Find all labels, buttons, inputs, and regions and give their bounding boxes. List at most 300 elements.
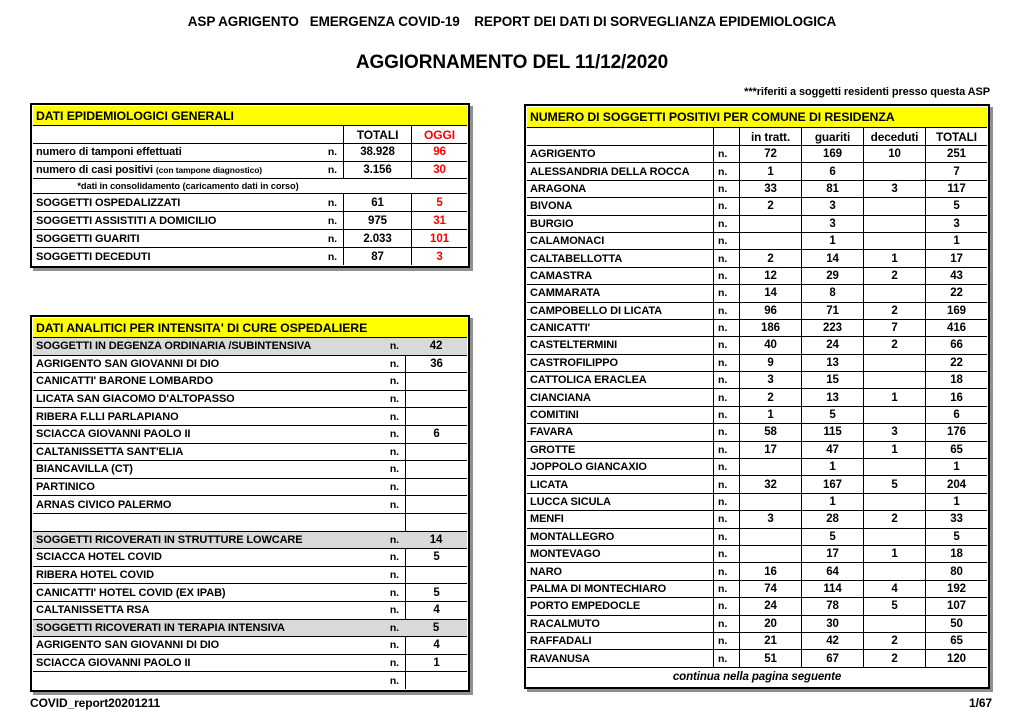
- comune-in-tratt-value: [739, 216, 801, 232]
- comune-totali-value: 18: [925, 372, 987, 388]
- comune-row: [527, 580, 987, 597]
- comune-guariti-value: 14: [801, 250, 863, 266]
- comune-row: [527, 197, 987, 214]
- row-label: RIBERA F.LLI PARLAPIANO: [36, 410, 179, 423]
- hospital-table-row: [33, 355, 467, 373]
- comune-name: COMITINI: [530, 409, 579, 422]
- general-table-row: [33, 193, 467, 211]
- row-n-abbrev: n.: [713, 616, 739, 632]
- comune-in-tratt-value: 58: [739, 424, 801, 440]
- row-n-abbrev: n.: [713, 459, 739, 475]
- column-header-deceduti: deceduti: [863, 128, 925, 145]
- row-totali-value: 87: [343, 248, 411, 265]
- row-n-abbrev: n.: [713, 389, 739, 405]
- comune-guariti-value: 115: [801, 424, 863, 440]
- comune-name: CALAMONACI: [530, 235, 605, 248]
- comune-in-tratt-value: 3: [739, 372, 801, 388]
- comune-deceduti-value: 2: [863, 511, 925, 527]
- row-n-abbrev: n.: [713, 146, 739, 162]
- row-label-cell: [33, 461, 405, 478]
- comune-name: ALESSANDRIA DELLA ROCCA: [530, 165, 690, 178]
- row-value: 36: [405, 356, 467, 373]
- comune-row: [527, 632, 987, 649]
- comune-in-tratt-value: 24: [739, 598, 801, 614]
- row-n-abbrev: n.: [389, 463, 399, 476]
- comune-name: CALTABELLOTTA: [530, 252, 623, 265]
- comune-guariti-value: 71: [801, 303, 863, 319]
- comune-row: [527, 302, 987, 319]
- row-value: 1: [405, 655, 467, 672]
- comune-row: [527, 562, 987, 579]
- row-value: 4: [405, 637, 467, 654]
- row-label-cell: [33, 356, 405, 373]
- row-label-cell: [33, 637, 405, 654]
- row-n-abbrev: n.: [389, 375, 399, 388]
- comune-deceduti-value: 10: [863, 146, 925, 162]
- comune-row: [527, 458, 987, 475]
- row-n-abbrev: n.: [713, 355, 739, 371]
- row-label: SOGGETTI GUARITI: [36, 232, 140, 245]
- comune-guariti-value: 67: [801, 650, 863, 666]
- row-label: RIBERA HOTEL COVID: [36, 569, 154, 582]
- comune-guariti-value: 1: [801, 233, 863, 249]
- comune-deceduti-value: 1: [863, 389, 925, 405]
- hospital-table-row: [33, 566, 467, 584]
- row-n-abbrev: n.: [389, 604, 399, 617]
- comune-deceduti-value: [863, 459, 925, 475]
- comune-name: CATTOLICA ERACLEA: [530, 374, 647, 387]
- row-n-abbrev: n.: [713, 285, 739, 301]
- row-oggi-value: 31: [411, 212, 467, 229]
- row-n-abbrev: n.: [389, 393, 399, 406]
- comune-in-tratt-value: 1: [739, 407, 801, 423]
- row-totali-value: 38.928: [343, 144, 411, 161]
- row-n-abbrev: n.: [389, 551, 399, 564]
- consolidation-note: *dati in consolidamento (caricamento dati in corso): [33, 178, 467, 193]
- row-n-abbrev: n.: [713, 424, 739, 440]
- row-n-abbrev: n.: [327, 214, 337, 227]
- comune-guariti-value: 24: [801, 337, 863, 353]
- comune-in-tratt-value: 2: [739, 389, 801, 405]
- row-label: ARNAS CIVICO PALERMO: [36, 498, 172, 511]
- comune-totali-value: 5: [925, 198, 987, 214]
- row-label: SCIACCA GIOVANNI PAOLO II: [36, 656, 191, 669]
- comune-in-tratt-value: 12: [739, 268, 801, 284]
- comune-deceduti-value: 1: [863, 250, 925, 266]
- comune-deceduti-value: 4: [863, 581, 925, 597]
- general-table-body-top: [33, 143, 467, 178]
- hospital-care-table: [30, 315, 470, 692]
- hospital-table-row: [33, 601, 467, 619]
- row-n-abbrev: n.: [389, 445, 399, 458]
- hospital-table-row: [33, 583, 467, 601]
- hospital-table-row: [33, 636, 467, 654]
- row-label-cell: [33, 194, 343, 211]
- comune-row: [527, 319, 987, 336]
- comune-row: [527, 423, 987, 440]
- hospital-table-row: [33, 337, 467, 355]
- comune-deceduti-value: 2: [863, 633, 925, 649]
- row-n-abbrev: n.: [389, 481, 399, 494]
- comune-name: NARO: [530, 565, 562, 578]
- comune-totali-value: 65: [925, 442, 987, 458]
- hospital-table-row: [33, 390, 467, 408]
- comune-name: MONTALLEGRO: [530, 530, 615, 543]
- row-label-cell: [33, 672, 405, 689]
- row-label-cell: [33, 248, 343, 265]
- general-table-row: [33, 143, 467, 161]
- page-number: 1/67: [969, 696, 992, 710]
- comune-deceduti-value: 1: [863, 546, 925, 562]
- comune-name: CAMASTRA: [530, 269, 593, 282]
- comune-totali-value: 107: [925, 598, 987, 614]
- row-value: [405, 373, 467, 390]
- hospital-table-row: [33, 548, 467, 566]
- comune-deceduti-value: [863, 529, 925, 545]
- comune-in-tratt-value: [739, 529, 801, 545]
- comune-row: [527, 249, 987, 266]
- comune-guariti-value: 114: [801, 581, 863, 597]
- comune-deceduti-value: 1: [863, 442, 925, 458]
- comune-guariti-value: 3: [801, 198, 863, 214]
- comune-deceduti-value: 3: [863, 181, 925, 197]
- comune-totali-value: 16: [925, 389, 987, 405]
- comune-name: MONTEVAGO: [530, 548, 601, 561]
- comune-row: [527, 215, 987, 232]
- row-n-abbrev: n.: [713, 598, 739, 614]
- row-value: 5: [432, 621, 440, 634]
- comune-row: [527, 597, 987, 614]
- comune-row: [527, 615, 987, 632]
- row-label: LICATA SAN GIACOMO D'ALTOPASSO: [36, 393, 235, 406]
- comune-totali-value: 5: [925, 529, 987, 545]
- row-n-abbrev: n.: [713, 529, 739, 545]
- comune-in-tratt-value: 21: [739, 633, 801, 649]
- column-header-oggi: OGGI: [411, 126, 467, 143]
- row-label-cell: [33, 144, 343, 161]
- row-n-abbrev: n.: [713, 494, 739, 510]
- comuni-table-header-row: [527, 127, 987, 145]
- comune-row: [527, 232, 987, 249]
- comune-guariti-value: 1: [801, 459, 863, 475]
- row-n-abbrev: n.: [713, 581, 739, 597]
- comune-totali-value: 117: [925, 181, 987, 197]
- row-value: [405, 479, 467, 496]
- row-label-cell: [33, 162, 343, 179]
- hospital-table-row: [33, 443, 467, 461]
- comune-row: [527, 162, 987, 179]
- comune-guariti-value: 223: [801, 320, 863, 336]
- row-oggi-value: 3: [411, 248, 467, 265]
- row-label-cell: [33, 532, 405, 549]
- comune-name: ARAGONA: [530, 182, 587, 195]
- comune-deceduti-value: [863, 216, 925, 232]
- comune-totali-value: 1: [925, 494, 987, 510]
- row-oggi-value: 30: [411, 162, 467, 179]
- row-n-abbrev: n.: [713, 320, 739, 336]
- comune-name: RAVANUSA: [530, 652, 590, 665]
- comune-totali-value: 416: [925, 320, 987, 336]
- comune-totali-value: 192: [925, 581, 987, 597]
- row-n-abbrev: n.: [713, 250, 739, 266]
- row-label-cell: [33, 391, 405, 408]
- row-label: PARTINICO: [36, 481, 95, 494]
- row-label: numero di casi positivi: [36, 163, 153, 176]
- hospital-table-body: [33, 337, 467, 689]
- general-table-row: [33, 161, 467, 179]
- row-label: AGRIGENTO SAN GIOVANNI DI DIO: [36, 357, 220, 370]
- comune-guariti-value: 17: [801, 546, 863, 562]
- comune-in-tratt-value: [739, 494, 801, 510]
- general-table-row: [33, 247, 467, 265]
- comune-guariti-value: 13: [801, 355, 863, 371]
- comune-row: [527, 336, 987, 353]
- comune-totali-value: 22: [925, 285, 987, 301]
- row-label: SOGGETTI RICOVERATI IN STRUTTURE LOWCARE: [36, 533, 303, 546]
- row-n-abbrev: n.: [713, 233, 739, 249]
- general-table-title: DATI EPIDEMIOLOGICI GENERALI: [33, 106, 467, 125]
- row-value: 42: [429, 340, 443, 353]
- row-n-abbrev: n.: [713, 476, 739, 492]
- general-table-row: [33, 229, 467, 247]
- comune-in-tratt-value: 9: [739, 355, 801, 371]
- comune-row: [527, 528, 987, 545]
- comune-in-tratt-value: 16: [739, 563, 801, 579]
- comune-totali-value: 33: [925, 511, 987, 527]
- comune-deceduti-value: 5: [863, 598, 925, 614]
- comune-deceduti-value: 7: [863, 320, 925, 336]
- row-n-abbrev: n.: [389, 498, 399, 511]
- report-title: ASP AGRIGENTO EMERGENZA COVID-19 REPORT DEI DATI DI SORVEGLIANZA EPIDEMIOLOGICA: [187, 14, 837, 29]
- comune-row: [527, 354, 987, 371]
- comuni-positives-table: [524, 104, 990, 689]
- column-header-totali: TOTALI: [925, 128, 987, 145]
- row-n-abbrev: n.: [713, 337, 739, 353]
- comune-guariti-value: 78: [801, 598, 863, 614]
- comune-in-tratt-value: 72: [739, 146, 801, 162]
- row-label: SOGGETTI OSPEDALIZZATI: [36, 196, 181, 209]
- comune-totali-value: 22: [925, 355, 987, 371]
- comune-deceduti-value: 5: [863, 476, 925, 492]
- comune-in-tratt-value: 186: [739, 320, 801, 336]
- row-value: [405, 514, 467, 531]
- row-label: CANICATTI' BARONE LOMBARDO: [36, 375, 214, 388]
- row-totali-value: 61: [343, 194, 411, 211]
- comune-in-tratt-value: 20: [739, 616, 801, 632]
- comune-guariti-value: 167: [801, 476, 863, 492]
- row-label: CANICATTI' HOTEL COVID (EX IPAB): [36, 586, 226, 599]
- comune-totali-value: 169: [925, 303, 987, 319]
- row-n-abbrev: n.: [713, 546, 739, 562]
- row-n-abbrev: n.: [389, 639, 399, 652]
- comune-deceduti-value: [863, 198, 925, 214]
- row-value: 6: [405, 426, 467, 443]
- comune-name: RACALMUTO: [530, 617, 600, 630]
- comune-in-tratt-value: [739, 459, 801, 475]
- comune-in-tratt-value: 17: [739, 442, 801, 458]
- comune-totali-value: 80: [925, 563, 987, 579]
- comune-name: CASTELTERMINI: [530, 339, 618, 352]
- comune-name: MENFI: [530, 513, 564, 526]
- comune-in-tratt-value: 14: [739, 285, 801, 301]
- comune-totali-value: 50: [925, 616, 987, 632]
- row-value: 5: [405, 584, 467, 601]
- row-n-abbrev: n.: [713, 216, 739, 232]
- comune-row: [527, 493, 987, 510]
- row-value: 4: [405, 602, 467, 619]
- row-label: CALTANISSETTA RSA: [36, 604, 150, 617]
- row-totali-value: 975: [343, 212, 411, 229]
- report-update-date: AGGIORNAMENTO DEL 11/12/2020: [355, 52, 669, 73]
- row-n-abbrev: n.: [713, 650, 739, 666]
- comune-in-tratt-value: 96: [739, 303, 801, 319]
- row-n-abbrev: n.: [713, 163, 739, 179]
- row-label-cell: [33, 655, 405, 672]
- comune-name: PALMA DI MONTECHIARO: [530, 582, 667, 595]
- comune-row: [527, 545, 987, 562]
- hospital-table-row: [33, 495, 467, 513]
- row-oggi-value: 96: [411, 144, 467, 161]
- comune-in-tratt-value: 3: [739, 511, 801, 527]
- row-n-abbrev: n.: [389, 674, 399, 687]
- comune-row: [527, 649, 987, 666]
- row-value: [405, 444, 467, 461]
- row-n-abbrev: n.: [327, 232, 337, 245]
- row-label-cell: [33, 479, 405, 496]
- hospital-table-row: [33, 513, 467, 531]
- comune-totali-value: 120: [925, 650, 987, 666]
- row-label: SCIACCA GIOVANNI PAOLO II: [36, 428, 191, 441]
- row-label: SCIACCA HOTEL COVID: [36, 551, 162, 564]
- row-label-cell: [33, 230, 343, 247]
- comune-totali-value: 6: [925, 407, 987, 423]
- comuni-table-title: NUMERO DI SOGGETTI POSITIVI PER COMUNE DI RESIDENZA: [527, 107, 987, 127]
- comune-totali-value: 7: [925, 163, 987, 179]
- row-value: [405, 461, 467, 478]
- comune-deceduti-value: 2: [863, 337, 925, 353]
- row-n-abbrev: n.: [327, 146, 337, 159]
- row-totali-value: 3.156: [343, 162, 411, 179]
- comune-totali-value: 65: [925, 633, 987, 649]
- row-label-cell: [33, 408, 405, 425]
- column-header-totali: TOTALI: [343, 126, 411, 143]
- hospital-table-row: [33, 531, 467, 549]
- comune-in-tratt-value: [739, 233, 801, 249]
- row-label-cell: [33, 620, 405, 637]
- comuni-header-n-cell: [713, 128, 739, 145]
- row-label-cell: [33, 514, 405, 531]
- general-table-row: [33, 211, 467, 229]
- row-label-cell: [33, 602, 405, 619]
- row-n-abbrev: n.: [389, 428, 399, 441]
- comune-guariti-value: 5: [801, 407, 863, 423]
- comune-guariti-value: 42: [801, 633, 863, 649]
- comune-deceduti-value: 3: [863, 424, 925, 440]
- comune-totali-value: 251: [925, 146, 987, 162]
- row-n-abbrev: n.: [389, 656, 399, 669]
- comune-guariti-value: 15: [801, 372, 863, 388]
- comune-totali-value: 18: [925, 546, 987, 562]
- residents-note: ***riferiti a soggetti residenti presso questa ASP: [744, 86, 990, 98]
- comune-totali-value: 176: [925, 424, 987, 440]
- comune-in-tratt-value: 2: [739, 250, 801, 266]
- row-label: AGRIGENTO SAN GIOVANNI DI DIO: [36, 639, 220, 652]
- comune-row: [527, 510, 987, 527]
- comune-guariti-value: 81: [801, 181, 863, 197]
- row-n-abbrev: n.: [713, 442, 739, 458]
- row-n-abbrev: n.: [713, 407, 739, 423]
- hospital-table-row: [33, 425, 467, 443]
- comune-guariti-value: 3: [801, 216, 863, 232]
- comune-name: FAVARA: [530, 426, 573, 439]
- row-label-small: (con tampone diagnostico): [155, 164, 263, 175]
- comune-name: BIVONA: [530, 200, 573, 213]
- row-label: SOGGETTI ASSISTITI A DOMICILIO: [36, 214, 217, 227]
- comune-name: LUCCA SICULA: [530, 496, 611, 508]
- comune-guariti-value: 5: [801, 529, 863, 545]
- comune-row: [527, 180, 987, 197]
- comune-in-tratt-value: 32: [739, 476, 801, 492]
- row-n-abbrev: n.: [713, 633, 739, 649]
- comune-deceduti-value: [863, 233, 925, 249]
- comune-deceduti-value: 2: [863, 303, 925, 319]
- row-value: [405, 391, 467, 408]
- comune-guariti-value: 8: [801, 285, 863, 301]
- comune-totali-value: 1: [925, 233, 987, 249]
- comune-name: AGRIGENTO: [530, 148, 596, 161]
- row-totali-value: 2.033: [343, 230, 411, 247]
- row-n-abbrev: n.: [713, 198, 739, 214]
- comune-guariti-value: 6: [801, 163, 863, 179]
- comune-totali-value: 43: [925, 268, 987, 284]
- comune-deceduti-value: [863, 355, 925, 371]
- hospital-table-row: [33, 671, 467, 689]
- hospital-table-row: [33, 372, 467, 390]
- comuni-header-empty-cell: [527, 128, 713, 145]
- row-label: numero di tamponi effettuati: [36, 146, 182, 159]
- row-n-abbrev: n.: [713, 563, 739, 579]
- row-n-abbrev: n.: [389, 569, 399, 582]
- general-epidemiological-table: [30, 103, 470, 268]
- comune-in-tratt-value: 1: [739, 163, 801, 179]
- row-label: SOGGETTI RICOVERATI IN TERAPIA INTENSIVA: [36, 621, 285, 634]
- column-header-guariti: guariti: [801, 128, 863, 145]
- general-header-empty-cell: [33, 126, 343, 143]
- column-header-in-tratt: in tratt.: [739, 128, 801, 145]
- row-label-cell: [33, 373, 405, 390]
- comune-deceduti-value: [863, 372, 925, 388]
- comune-deceduti-value: [863, 163, 925, 179]
- row-n-abbrev: n.: [713, 511, 739, 527]
- row-n-abbrev: n.: [713, 268, 739, 284]
- row-n-abbrev: n.: [389, 357, 399, 370]
- row-n-abbrev: n.: [389, 621, 399, 634]
- general-table-body-bottom: [33, 193, 467, 265]
- comune-guariti-value: 1: [801, 494, 863, 510]
- continuation-note: continua nella pagina seguente: [527, 667, 987, 686]
- comune-totali-value: 204: [925, 476, 987, 492]
- comune-name: CAMPOBELLO DI LICATA: [530, 304, 663, 317]
- row-label-cell: [33, 444, 405, 461]
- comune-row: [527, 284, 987, 301]
- comune-in-tratt-value: 33: [739, 181, 801, 197]
- row-value: 14: [429, 533, 443, 546]
- row-label-cell: [33, 584, 405, 601]
- row-label: BIANCAVILLA (CT): [36, 463, 133, 476]
- comune-name: JOPPOLO GIANCAXIO: [530, 461, 647, 474]
- comune-name: LICATA: [530, 478, 569, 491]
- row-label: SOGGETTI IN DEGENZA ORDINARIA /SUBINTENSIVA: [36, 340, 312, 353]
